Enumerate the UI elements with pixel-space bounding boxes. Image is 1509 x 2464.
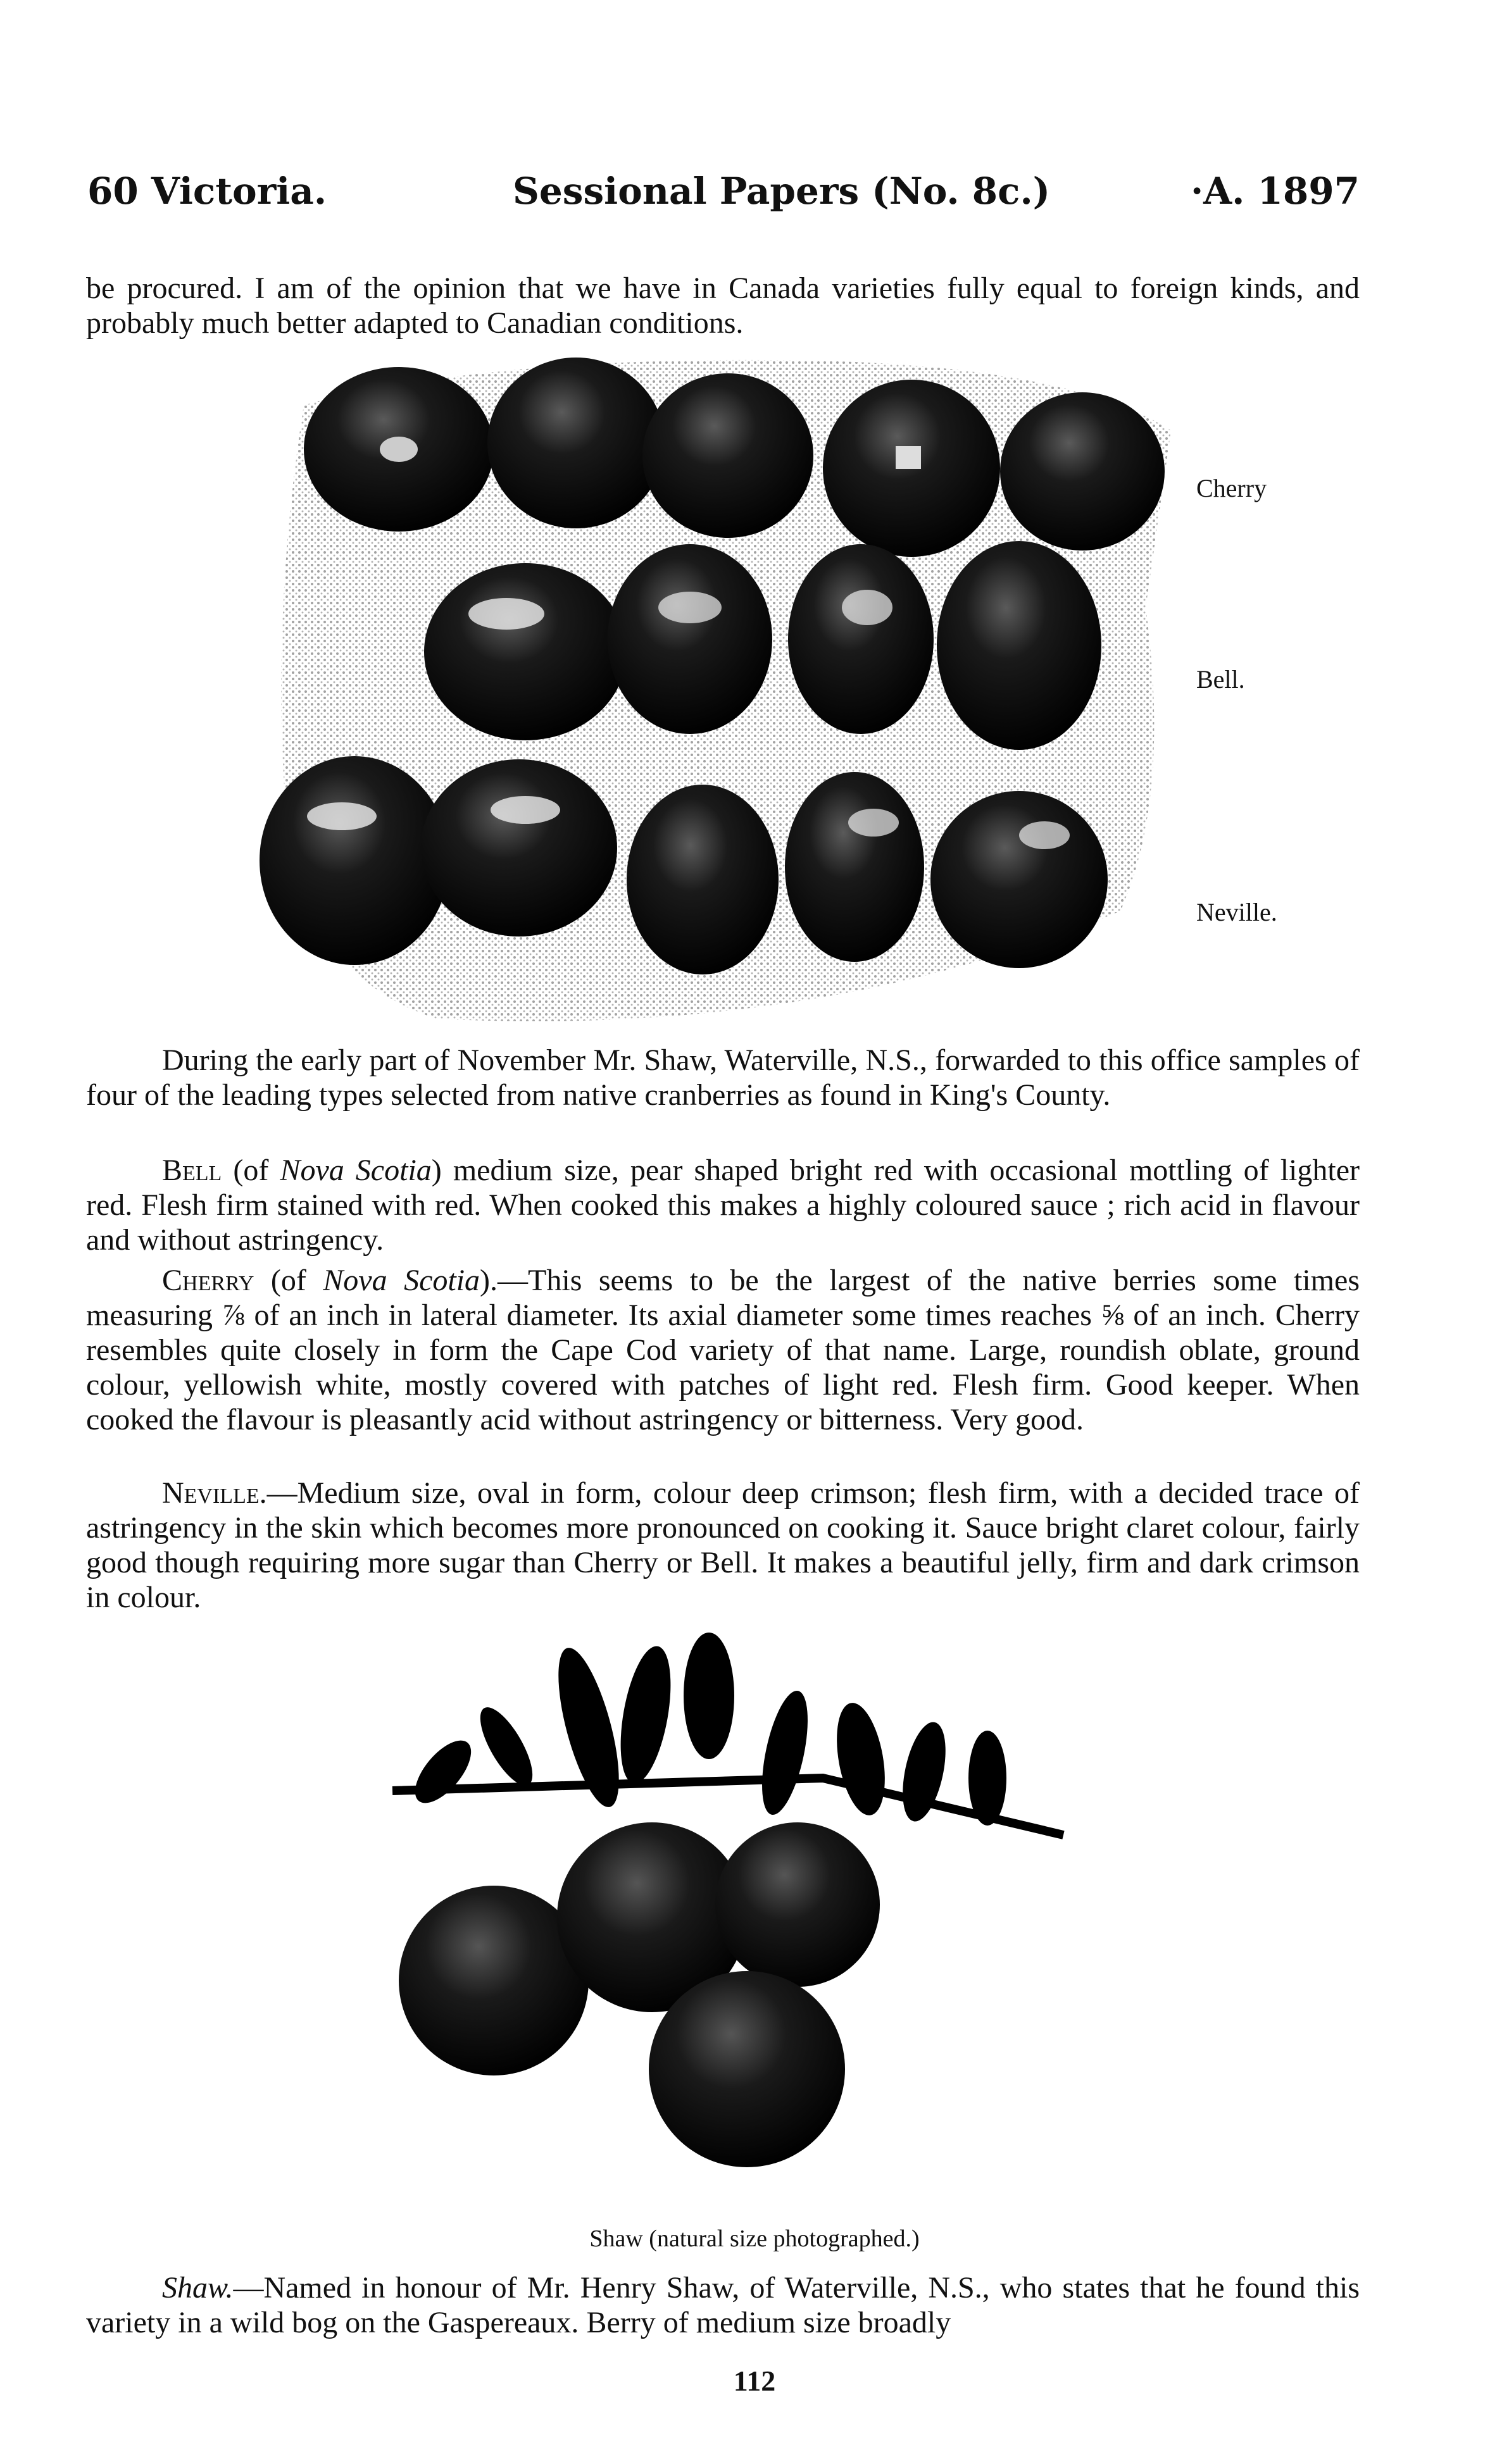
neville-description bbox=[86, 1476, 1360, 1615]
figure2-caption: Shaw (natural size photographed.) bbox=[589, 2225, 920, 2252]
header-year: ·A. 1897 bbox=[1190, 170, 1360, 213]
cherry-description: Cherry (of Nova Scotia).—This seems to be the largest of the native berries some times measuring ⅞ of an inch in lateral diameter. Its axial diameter some times reaches ⅝ of an inch. Cherry resembles quite closely in form the Cape Cod variety of that name. Large, roundish oblate, ground colour, yellowish white, mostly covered with patches of light red. Flesh firm. Good keeper. When cooked the flavour is pleasantly acid without astringency or bitterness. Very good. bbox=[86, 1264, 1360, 1436]
header-volume: 60 Victoria. bbox=[87, 170, 327, 213]
bell-description: Bell (of Nova Scotia) medium size, pear shaped bright red with occasional mottling of lighter red. Flesh firm stained with red. When cooked this makes a highly coloured sauce ; rich acid in flavour and without astringency. bbox=[86, 1154, 1360, 1257]
label-neville: Neville. bbox=[1196, 898, 1277, 926]
cherry-origin: Nova Scotia bbox=[323, 1264, 480, 1297]
intro-paragraph: be procured. I am of the opinion that we have in Canada varieties fully equal to foreign kinds, and probably much better adapted to Canadian conditions. bbox=[86, 271, 1360, 340]
label-bell: Bell. bbox=[1196, 665, 1245, 694]
header-title: Sessional Papers (No. 8c.) bbox=[513, 170, 1051, 213]
neville-name: Neville bbox=[162, 1476, 260, 1510]
bell-name: Bell bbox=[162, 1154, 222, 1187]
running-header bbox=[87, 170, 1360, 220]
page-number: 112 bbox=[733, 2365, 776, 2397]
cherry-name: Cherry bbox=[162, 1264, 254, 1297]
shaw-name: Shaw. bbox=[162, 2271, 234, 2305]
shaw-sprig-photo bbox=[380, 1626, 1095, 2177]
label-cherry: Cherry bbox=[1196, 474, 1267, 502]
neville-text: .—Medium size, oval in form, colour deep crimson; flesh firm, with a decided trace of astringency in the skin which becomes more pronounced on cooking it. Sauce bright claret colour, fairly good though requiring more sugar than Cherry or Bell. It makes a beautiful jelly, firm and dark crimson in colour. bbox=[86, 1476, 1360, 1614]
cherry-text: ).—This seems to be the largest of the native berries some times measuring ⅞ of an inch in lateral diameter. Its axial diameter some times reaches ⅝ of an inch. Cherry resembles quite closely in form the Cape Cod variety of that name. Large, roundish oblate, ground colour, yellowish white, mostly covered with patches of light red. Flesh firm. Good keeper. When cooked the flavour is pleasantly acid without astringency or bitterness. Very good. bbox=[86, 1264, 1360, 1436]
bell-text: ) medium size, pear shaped bright red with occasional mottling of lighter red. Flesh firm stained with red. When cooked this makes a highly coloured sauce ; rich acid in flavour and without astringency. bbox=[86, 1154, 1360, 1257]
cranberry-varieties-photo bbox=[247, 354, 1196, 1031]
shaw-text: —Named in honour of Mr. Henry Shaw, of Waterville, N.S., who states that he found this variety in a wild bog on the Gaspereaux. Berry of medium size broadly bbox=[86, 2271, 1360, 2339]
shaw-description bbox=[86, 2270, 1360, 2340]
november-paragraph: During the early part of November Mr. Shaw, Waterville, N.S., forwarded to this office samples of four of the leading types selected from native cranberries as found in King's County. bbox=[86, 1043, 1360, 1112]
bell-origin: Nova Scotia bbox=[280, 1154, 432, 1187]
